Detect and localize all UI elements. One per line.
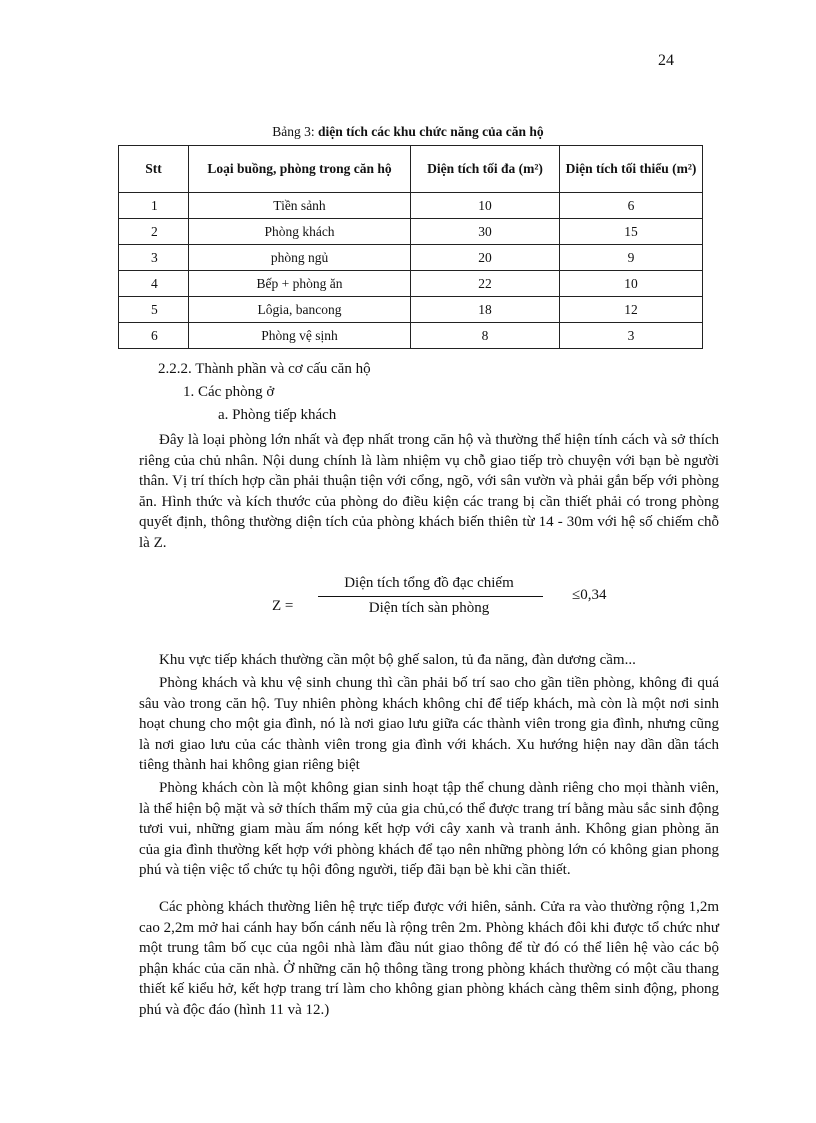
fraction-bar [318, 596, 543, 597]
cell-room: Phòng khách [189, 219, 411, 245]
table-row [119, 297, 703, 323]
table-row [119, 245, 703, 271]
cell-max: 10 [411, 193, 560, 219]
cell-stt: 4 [119, 271, 189, 297]
cell-min: 15 [560, 219, 703, 245]
cell-min: 6 [560, 193, 703, 219]
section-heading: 2.2.2. Thành phần và cơ cấu căn hộ [158, 361, 371, 377]
table-row [119, 193, 703, 219]
table-row [119, 271, 703, 297]
cell-stt: 3 [119, 245, 189, 271]
page-number: 24 [658, 52, 674, 69]
cell-room: Tiền sảnh [189, 193, 411, 219]
cell-max: 22 [411, 271, 560, 297]
cell-max: 8 [411, 323, 560, 349]
cell-min: 10 [560, 271, 703, 297]
room-area-table [118, 145, 703, 349]
table-header-row [119, 146, 703, 193]
cell-stt: 6 [119, 323, 189, 349]
table-row [119, 219, 703, 245]
formula-rhs: ≤0,34 [572, 587, 607, 603]
cell-room: phòng ngủ [189, 245, 411, 271]
table-caption [0, 124, 816, 140]
area-coefficient-formula [0, 575, 816, 625]
cell-min: 3 [560, 323, 703, 349]
cell-room: Bếp + phòng ăn [189, 271, 411, 297]
header-stt: Stt [119, 146, 189, 193]
paragraph-intro: Đây là loại phòng lớn nhất và đẹp nhất trong căn hộ và thường thể hiện tính cách và sở thích riêng của chủ nhân. Nội dung chính là làm nhiệm vụ chỗ giao tiếp trò chuyện với bạn bè người thân. Vị trí thích hợp cần phải thuận tiện với cổng, ngõ, với sân vườn và phải gắn bếp với phòng ăn. Hình thức và kích thước của phòng do điều kiện các trang bị cần thiết phải có trong phòng quyết định, thông thường diện tích của phòng khách biến thiên từ 14 - 30m với hệ số chiếm chỗ là Z. [139, 432, 719, 551]
paragraph-furniture: Khu vực tiếp khách thường cần một bộ ghế salon, tủ đa năng, đàn dương cầm... [159, 652, 636, 668]
table-row [119, 323, 703, 349]
cell-room: Phòng vệ sịnh [189, 323, 411, 349]
table-caption-prefix: Bảng 3: [272, 124, 319, 139]
header-max-area: Diện tích tối đa (m²) [411, 146, 560, 193]
paragraph-location: Phòng khách và khu vệ sinh chung thì cần phải bố trí sao cho gần tiền phòng, không đi quá sâu vào trong căn hộ. Tuy nhiên phòng khách không chỉ để tiếp khách, mà còn là một nơi sinh hoạt chung cho một gia đình, nó là nơi giao lưu giữa các thành viên trong gia đình, nhưng cũng là nơi giao lưu của các thành viên trong gia đình với khách. Xu hướng hiện nay dần dần tách tiêng thành hai không gian riêng biệt [139, 675, 719, 774]
cell-stt: 2 [119, 219, 189, 245]
formula-lhs: Z = [272, 598, 294, 614]
cell-max: 18 [411, 297, 560, 323]
cell-max: 20 [411, 245, 560, 271]
paragraph-doors: Các phòng khách thường liên hệ trực tiếp được với hiên, sảnh. Cửa ra vào thường rộng 1,2m cao 2,2m mở hai cánh hay bốn cánh nếu là rộng trên 2m. Phòng khách đôi khi được tổ chức như một trung tâm bố cục của ngôi nhà làm đầu nút giao thông để từ đó có thể liên hệ vào các bộ phận khác của căn nhà. Ở những căn hộ thông tầng trong phòng khách thường có một cầu thang thiết kế kiểu hở, kết hợp trang trí làm cho không gian phòng khách càng thêm sinh động, phong phú và độc đáo (hình 11 và 12.) [139, 899, 719, 1018]
cell-stt: 5 [119, 297, 189, 323]
cell-min: 12 [560, 297, 703, 323]
header-min-area: Diện tích tối thiểu (m²) [560, 146, 703, 193]
cell-max: 30 [411, 219, 560, 245]
header-room-type: Loại buồng, phòng trong căn hộ [189, 146, 411, 193]
formula-denominator: Diện tích sàn phòng [368, 600, 490, 616]
formula-numerator: Diện tích tổng đồ đạc chiếm [344, 575, 514, 591]
cell-stt: 1 [119, 193, 189, 219]
sub-heading: 1. Các phòng ở [183, 384, 275, 400]
cell-room: Lôgia, bancong [189, 297, 411, 323]
sub-sub-heading: a. Phòng tiếp khách [218, 407, 337, 423]
table-caption-title: diện tích các khu chức năng của căn hộ [318, 124, 544, 139]
cell-min: 9 [560, 245, 703, 271]
paragraph-shared-space: Phòng khách còn là một không gian sinh hoạt tập thể chung dành riêng cho mọi thành viên, là thể hiện bộ mặt và sở thích thẩm mỹ của gia chủ,có thể được trang trí bằng màu sắc sinh động tươi vui, những giam màu ấm nóng kết hợp với cây xanh và tranh ảnh. Không gian phòng ăn của gia đình thường kết hợp với phòng khách để tạo nên những phòng lớn có không gian phong phú và tiện việc tổ chức tụ hội đông người, tiếp đãi bạn bè khi cần thiết. [139, 780, 719, 879]
